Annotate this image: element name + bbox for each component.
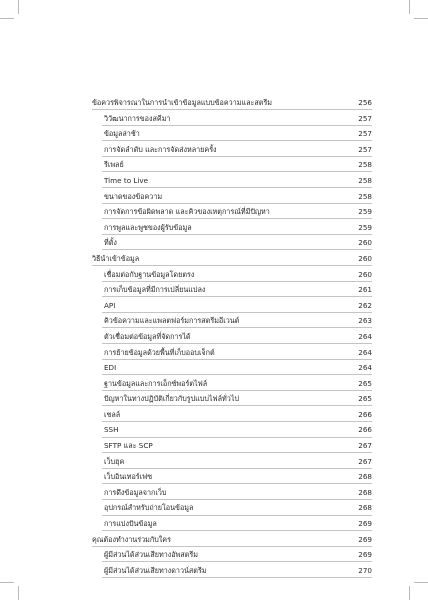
toc-entry-title: ปัญหาในทางปฏิบัติเกี่ยวกับรูปแบบไฟล์ทั่วไป xyxy=(104,394,239,404)
toc-subsection-entry[interactable] xyxy=(92,267,372,283)
crop-mark-bottom-right-v xyxy=(409,586,410,600)
toc-page-number: 261 xyxy=(358,285,372,295)
toc-entry-title: เว็บฮุค xyxy=(104,456,125,466)
toc-page-number: 262 xyxy=(358,300,372,310)
toc-subsection-entry[interactable] xyxy=(92,313,372,329)
toc-subsection-entry[interactable] xyxy=(92,220,372,236)
toc-section-entry[interactable] xyxy=(92,251,372,267)
toc-entry-title: การดึงข้อมูลจากเว็บ xyxy=(104,487,167,497)
toc-page-number: 257 xyxy=(358,113,372,123)
toc-entry-title: การเก็บข้อมูลที่มีการเปลี่ยนแปลง xyxy=(104,285,206,295)
toc-page-number: 265 xyxy=(358,394,372,404)
toc-subsection-entry[interactable] xyxy=(92,173,372,189)
toc-page-number: 264 xyxy=(358,347,372,357)
crop-mark-bottom-left-h xyxy=(0,582,14,583)
toc-page-number: 260 xyxy=(358,253,372,263)
toc-entry-title: ผู้มีส่วนได้ส่วนเสียทางอัพสตรีม xyxy=(104,550,198,560)
toc-page-number: 267 xyxy=(358,456,372,466)
toc-entry-title: Time to Live xyxy=(104,175,149,185)
crop-mark-bottom-right-h xyxy=(414,582,428,583)
toc-entry-title: การจัดลำดับ และการจัดส่งหลายครั้ง xyxy=(104,144,217,154)
toc-subsection-entry[interactable] xyxy=(92,422,372,438)
toc-entry-title: วิวัฒนาการของสคีมา xyxy=(104,113,171,123)
toc-page-number: 257 xyxy=(358,144,372,154)
toc-page-number: 259 xyxy=(358,207,372,217)
toc-entry-title: การพูลและพูชของผู้รับข้อมูล xyxy=(104,222,192,232)
toc-entry-title: เชลล์ xyxy=(104,409,121,419)
toc-page-number: 266 xyxy=(358,425,372,435)
toc-subsection-entry[interactable] xyxy=(92,563,372,579)
toc-page-number: 260 xyxy=(358,269,372,279)
toc-entry-title: ข้อมูลล่าช้า xyxy=(104,129,140,139)
toc-page-number: 269 xyxy=(358,550,372,560)
toc-subsection-entry[interactable] xyxy=(92,298,372,314)
toc-page-number: 265 xyxy=(358,378,372,388)
toc-entry-title: ผู้มีส่วนได้ส่วนเสียทางดาวน์สตรีม xyxy=(104,565,207,575)
toc-page-number: 259 xyxy=(358,222,372,232)
toc-subsection-entry[interactable] xyxy=(92,111,372,127)
table-of-contents xyxy=(92,95,372,578)
toc-subsection-entry[interactable] xyxy=(92,516,372,532)
toc-subsection-entry[interactable] xyxy=(92,157,372,173)
toc-subsection-entry[interactable] xyxy=(92,547,372,563)
toc-entry-title: ที่ตั้ง xyxy=(104,238,117,248)
toc-subsection-entry[interactable] xyxy=(92,469,372,485)
toc-subsection-entry[interactable] xyxy=(92,391,372,407)
toc-subsection-entry[interactable] xyxy=(92,376,372,392)
toc-entry-title: การแบ่งปันข้อมูล xyxy=(104,519,157,529)
toc-section-entry[interactable] xyxy=(92,95,372,111)
toc-subsection-entry[interactable] xyxy=(92,126,372,142)
toc-page-number: 263 xyxy=(358,316,372,326)
toc-page-number: 257 xyxy=(358,129,372,139)
toc-entry-title: เว็บอินเทอร์เฟซ xyxy=(104,472,153,482)
toc-entry-title: รีเพลย์ xyxy=(104,160,124,170)
toc-page-number: 267 xyxy=(358,441,372,451)
toc-page-number: 258 xyxy=(358,191,372,201)
toc-page-number: 260 xyxy=(358,238,372,248)
toc-page-number: 258 xyxy=(358,175,372,185)
toc-page-number: 266 xyxy=(358,409,372,419)
toc-entry-title: ตัวเชื่อมต่อข้อมูลที่จัดการได้ xyxy=(104,331,191,341)
toc-page-number: 269 xyxy=(358,519,372,529)
toc-entry-title: ฐานข้อมูลและการเอ็กซ์พอร์ตไฟล์ xyxy=(104,378,208,388)
toc-entry-title: SSH xyxy=(104,425,119,435)
toc-entry-divider xyxy=(102,577,372,578)
toc-page-number: 268 xyxy=(358,503,372,513)
toc-entry-title: การย้ายข้อมูลด้วยพื้นที่เก็บออบเจ็กต์ xyxy=(104,347,215,357)
toc-entry-title: อุปกรณ์สำหรับถ่ายโอนข้อมูล xyxy=(104,503,194,513)
toc-page-number: 264 xyxy=(358,363,372,373)
toc-entry-title: SFTP และ SCP xyxy=(104,441,153,451)
toc-section-entry[interactable] xyxy=(92,532,372,548)
toc-subsection-entry[interactable] xyxy=(92,235,372,251)
toc-page-number: 264 xyxy=(358,331,372,341)
toc-subsection-entry[interactable] xyxy=(92,329,372,345)
toc-subsection-entry[interactable] xyxy=(92,407,372,423)
toc-entry-title: ขนาดของข้อความ xyxy=(104,191,163,201)
toc-page-number: 268 xyxy=(358,472,372,482)
crop-mark-top-left-v xyxy=(18,0,19,14)
toc-subsection-entry[interactable] xyxy=(92,360,372,376)
crop-mark-top-right-h xyxy=(414,18,428,19)
toc-subsection-entry[interactable] xyxy=(92,345,372,361)
crop-mark-bottom-left-v xyxy=(18,586,19,600)
toc-page-number: 256 xyxy=(358,98,372,107)
toc-subsection-entry[interactable] xyxy=(92,438,372,454)
toc-subsection-entry[interactable] xyxy=(92,500,372,516)
toc-subsection-entry[interactable] xyxy=(92,189,372,205)
toc-entry-title: คิวข้อความและแพลตฟอร์มการสตรีมอีเวนต์ xyxy=(104,316,240,326)
toc-page-number: 268 xyxy=(358,487,372,497)
toc-subsection-entry[interactable] xyxy=(92,142,372,158)
toc-subsection-entry[interactable] xyxy=(92,282,372,298)
toc-subsection-entry[interactable] xyxy=(92,454,372,470)
toc-entry-title: วิธีนำเข้าข้อมูล xyxy=(92,253,140,263)
toc-entry-title: เชื่อมต่อกับฐานข้อมูลโดยตรง xyxy=(104,269,195,279)
toc-entry-title: การจัดการข้อผิดพลาด และคิวของเหตุการณ์ที่มีปัญหา xyxy=(104,207,270,217)
toc-entry-title: EDI xyxy=(104,363,117,373)
toc-subsection-entry[interactable] xyxy=(92,204,372,220)
toc-entry-title: API xyxy=(104,300,116,310)
crop-mark-top-right-v xyxy=(409,0,410,14)
toc-page-number: 270 xyxy=(358,565,372,575)
toc-entry-title: คุณต้องทำงานร่วมกับใคร xyxy=(92,534,171,544)
toc-page-number: 258 xyxy=(358,160,372,170)
toc-page-number: 269 xyxy=(358,534,372,544)
toc-subsection-entry[interactable] xyxy=(92,485,372,501)
crop-mark-top-left-h xyxy=(0,18,14,19)
toc-entry-title: ข้อควรพิจารณาในการนำเข้าข้อมูลแบบข้อความและสตรีม xyxy=(92,98,273,107)
